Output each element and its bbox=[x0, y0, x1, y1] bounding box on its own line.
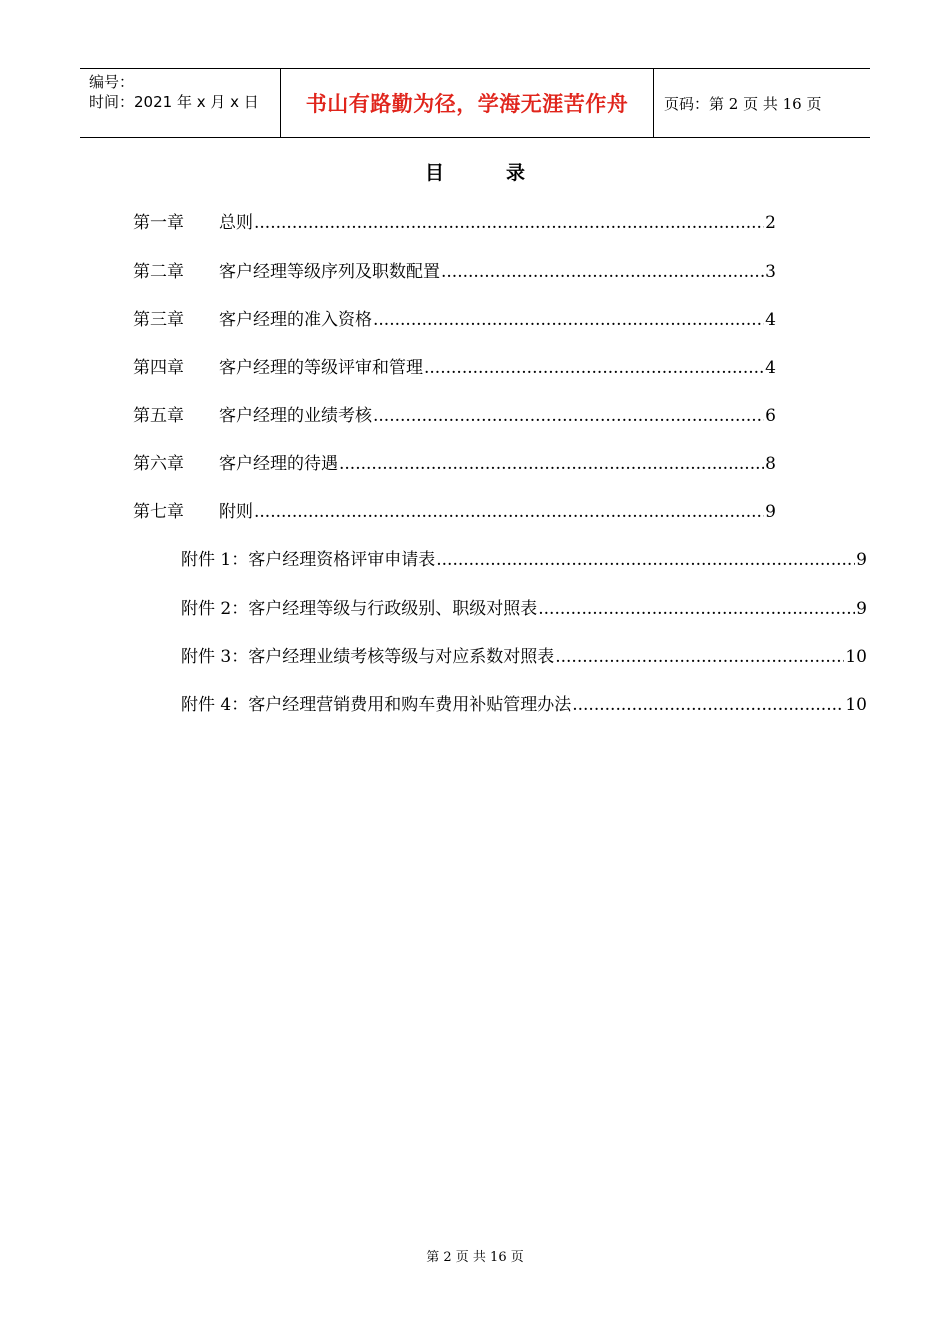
toc-chapter-number: 第三章 bbox=[133, 310, 184, 330]
toc-page-number: 9 bbox=[856, 599, 867, 619]
toc-page-number: 4 bbox=[765, 310, 776, 330]
toc-entry[interactable] bbox=[133, 401, 776, 427]
toc-page-number: 6 bbox=[765, 406, 776, 426]
toc-attachment-title: 附件 4：客户经理营销费用和购车费用补贴管理办法 bbox=[181, 695, 572, 715]
toc-chapter-number: 第七章 bbox=[133, 502, 184, 522]
toc-page-number: 9 bbox=[856, 550, 867, 570]
toc-entry[interactable] bbox=[133, 449, 776, 475]
toc-chapter-number: 第一章 bbox=[133, 213, 184, 233]
toc-entry[interactable] bbox=[133, 208, 776, 234]
toc-attachment-title: 附件 3：客户经理业绩考核等级与对应系数对照表 bbox=[181, 647, 555, 667]
page-footer bbox=[0, 1246, 950, 1265]
toc-leader bbox=[441, 262, 764, 282]
toc-leader bbox=[555, 647, 844, 667]
slogan: 书山有路勤为径，学海无涯苦作舟 bbox=[305, 92, 629, 116]
header-page-info: 页码：第 2 页 共 16 页 bbox=[664, 94, 822, 113]
toc-chapter-number: 第六章 bbox=[133, 454, 184, 474]
serial-label: 编号： bbox=[89, 73, 135, 91]
toc-leader bbox=[339, 454, 764, 474]
toc-chapter-title: 客户经理的准入资格 bbox=[219, 310, 372, 330]
toc-entry[interactable] bbox=[133, 353, 776, 379]
toc-leader bbox=[436, 550, 855, 570]
toc-entry[interactable] bbox=[133, 497, 776, 523]
time-label: 时间：2021 年 x 月 x 日 bbox=[89, 93, 259, 111]
toc-page-number: 10 bbox=[845, 695, 867, 715]
toc-title-left: 目 bbox=[424, 162, 444, 184]
toc-chapter-number: 第五章 bbox=[133, 406, 184, 426]
toc-title-right: 录 bbox=[506, 162, 526, 184]
header-meta bbox=[80, 69, 281, 137]
toc-attachment-title: 附件 2：客户经理等级与行政级别、职级对照表 bbox=[181, 599, 538, 619]
toc-chapter-number: 第四章 bbox=[133, 358, 184, 378]
toc-leader bbox=[572, 695, 844, 715]
toc-chapter-title: 客户经理的等级评审和管理 bbox=[219, 358, 423, 378]
toc-leader bbox=[373, 310, 764, 330]
toc-page-number: 9 bbox=[765, 502, 776, 522]
toc-page-number: 3 bbox=[765, 262, 776, 282]
toc-leader bbox=[254, 213, 764, 233]
toc-leader bbox=[538, 599, 855, 619]
toc-leader bbox=[254, 502, 764, 522]
toc-leader bbox=[424, 358, 764, 378]
header-slogan-cell bbox=[281, 69, 654, 137]
toc-attachment-entry[interactable] bbox=[181, 545, 867, 571]
toc-chapter-title: 客户经理的业绩考核 bbox=[219, 406, 372, 426]
toc-chapter-title: 附则 bbox=[219, 502, 253, 522]
footer-page-number: 第 2 页 共 16 页 bbox=[426, 1250, 524, 1265]
toc-attachment-entry[interactable] bbox=[181, 594, 867, 620]
toc-entry[interactable] bbox=[133, 305, 776, 331]
toc-attachment-title: 附件 1：客户经理资格评审申请表 bbox=[181, 550, 436, 570]
toc-page-number: 8 bbox=[765, 454, 776, 474]
toc-page-number: 10 bbox=[845, 647, 867, 667]
toc-leader bbox=[373, 406, 764, 426]
toc-page-number: 4 bbox=[765, 358, 776, 378]
toc-chapter-title: 客户经理等级序列及职数配置 bbox=[219, 262, 440, 282]
toc-chapter-number: 第二章 bbox=[133, 262, 184, 282]
toc-page-number: 2 bbox=[765, 213, 776, 233]
page-header bbox=[80, 68, 870, 138]
toc-chapter-title: 客户经理的待遇 bbox=[219, 454, 338, 474]
toc-entry[interactable] bbox=[133, 257, 776, 283]
toc-title bbox=[0, 158, 950, 185]
toc-attachment-entry[interactable] bbox=[181, 690, 867, 716]
header-page-cell bbox=[654, 69, 870, 137]
toc-attachment-entry[interactable] bbox=[181, 642, 867, 668]
toc-chapter-title: 总则 bbox=[219, 213, 253, 233]
